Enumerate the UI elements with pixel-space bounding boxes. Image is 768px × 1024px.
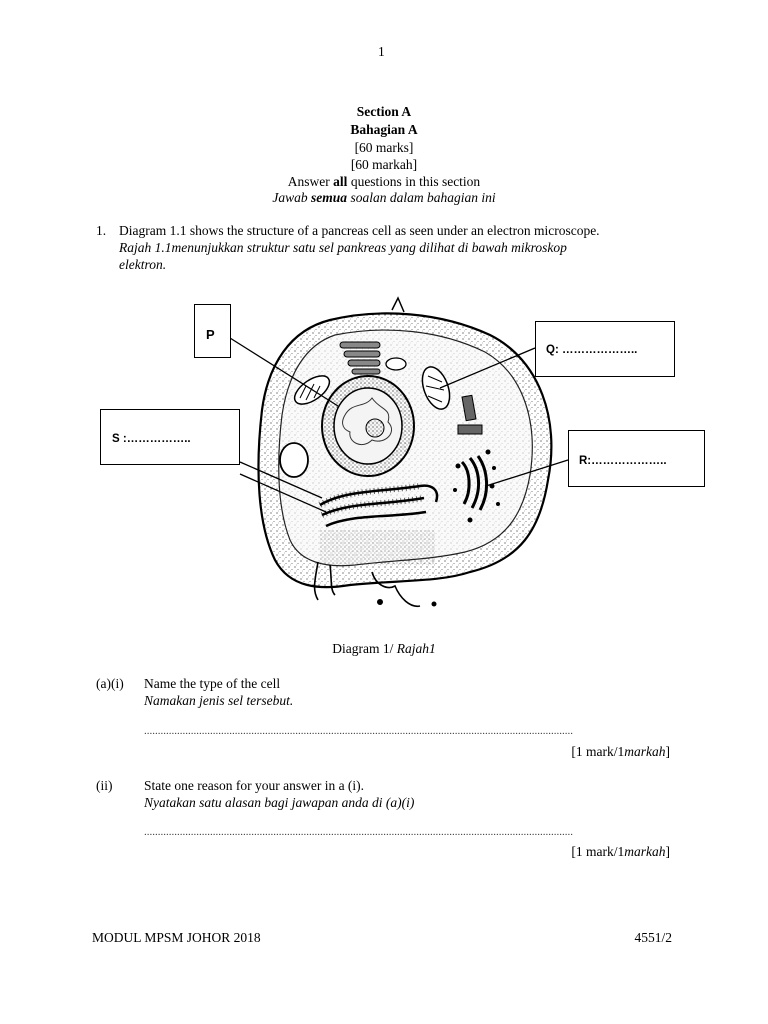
label-q-box[interactable]	[535, 321, 675, 377]
part-a-i-question-en: Name the type of the cell	[144, 676, 281, 691]
question-text-en: Diagram 1.1 shows the structure of a pancreas cell as seen under an electron microscope.	[119, 223, 600, 238]
part-a-ii-marks: [1 mark/1markah]	[571, 844, 670, 859]
label-p: P	[206, 327, 215, 342]
part-a-i-question-ms: Namakan jenis sel tersebut.	[144, 693, 294, 708]
part-a-i-answer-line[interactable]: ............................................................................................................................................................	[144, 725, 573, 737]
section-title-ms: Bahagian A	[350, 122, 418, 137]
footer-code: 4551/2	[634, 930, 672, 945]
part-a-i-marks: [1 mark/1markah]	[571, 744, 670, 759]
lysosome	[280, 443, 308, 477]
part-a-ii-answer-line[interactable]: ............................................................................................................................................................	[144, 826, 573, 838]
label-p-box	[194, 304, 231, 358]
nucleolus	[366, 419, 384, 437]
label-s-answer: S :……………..	[112, 433, 191, 445]
label-q-answer: Q: ………………..	[546, 344, 638, 356]
vesicle	[377, 599, 383, 605]
section-marks-en: [60 marks]	[354, 140, 414, 155]
footer-module: MODUL MPSM JOHOR 2018	[92, 930, 261, 945]
page-number: 1	[378, 44, 385, 59]
label-r-box[interactable]	[568, 430, 705, 487]
label-r-answer: R:………………..	[579, 455, 667, 467]
section-instruction-ms: Jawab semua soalan dalam bahagian ini	[272, 190, 496, 205]
section-instruction-en: Answer all questions in this section	[287, 174, 481, 189]
question-number: 1.	[96, 223, 107, 238]
question-text-ms-line2: elektron.	[119, 257, 167, 272]
vesicle	[432, 602, 437, 607]
diagram-caption: Diagram 1/ Rajah1	[332, 641, 436, 656]
part-a-ii-question-en: State one reason for your answer in a (i).	[144, 778, 365, 793]
part-a-ii-label: (ii)	[96, 778, 113, 793]
label-s-box[interactable]	[100, 409, 240, 465]
part-a-ii-question-ms: Nyatakan satu alasan bagi jawapan anda di (a)(i)	[144, 795, 415, 810]
section-title-en: Section A	[356, 104, 412, 119]
part-a-i-label: (a)(i)	[96, 676, 124, 691]
membrane-protrusion	[392, 298, 404, 312]
mitochondrion-center	[386, 358, 406, 370]
section-marks-ms: [60 markah]	[350, 157, 418, 172]
secretory-region	[320, 530, 435, 565]
question-text-ms: Rajah 1.1menunjukkan struktur satu sel pankreas yang dilihat di bawah mikroskop	[119, 240, 567, 255]
